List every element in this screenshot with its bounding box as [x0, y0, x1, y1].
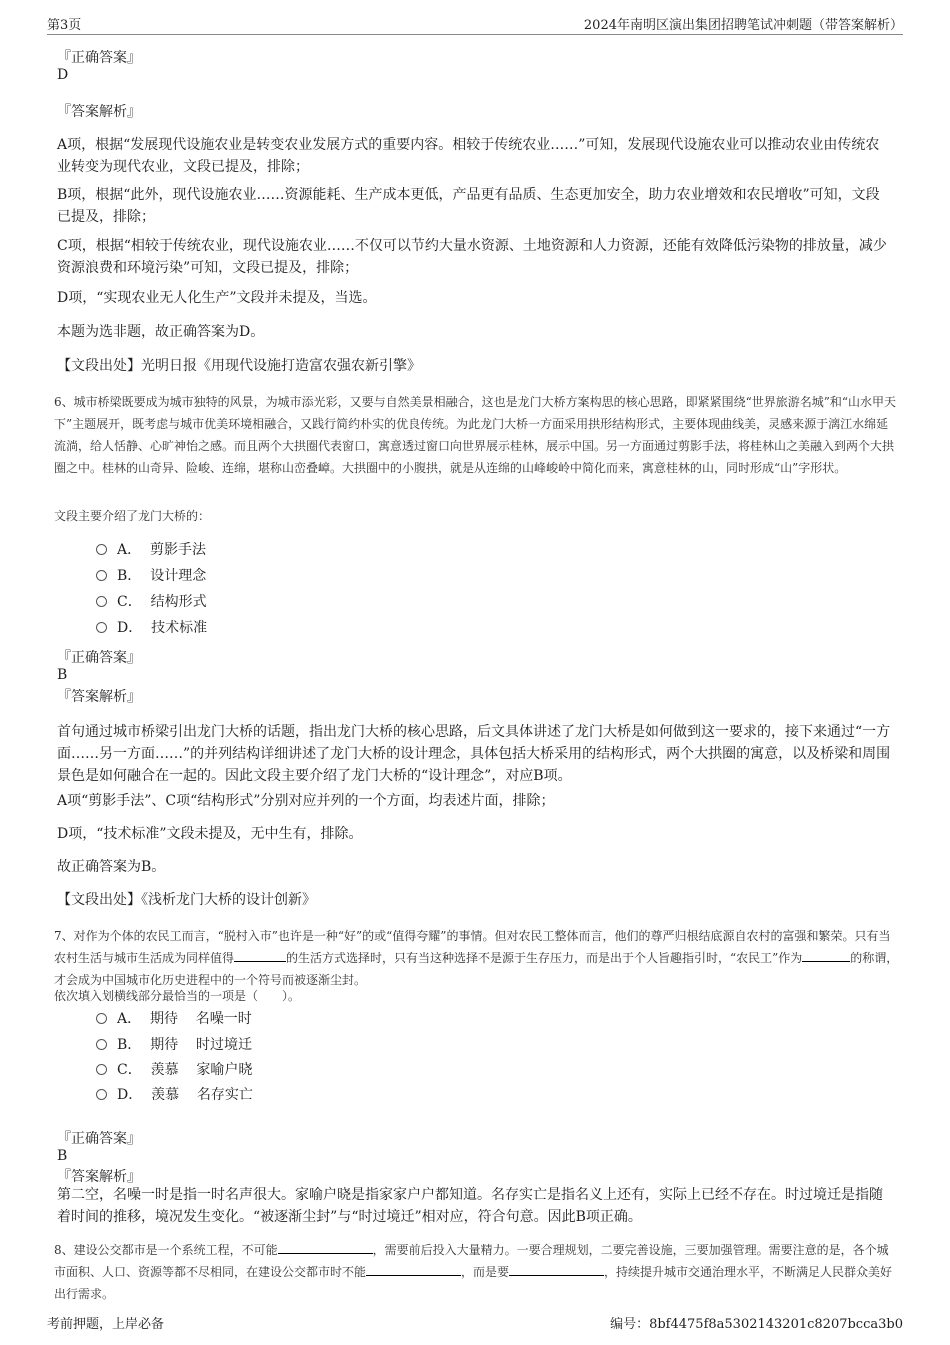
page-header: [47, 12, 903, 35]
question-stem: 6、城市桥梁既要成为城市独特的风景，为城市添光彩，又要与自然美景相融合，这也是龙门大桥方案构思的核心思路，即紧紧围绕“世界旅游名城”和“山水甲天下”主题展开，既考虑与城市优美环境相融合，又践行简约朴实的优良传统。为此龙门大桥一方面采用拱形结构形式，主要体现曲线美，灵感来源于漓江水绵延流淌，给人恬静、心旷神怡之感。而且两个大拱圈代表窗口，寓意透过窗口向世界展示桂林，展示中国。另一方面通过剪影手法，将桂林山之美融入到两个大拱圈之中。桂林的山奇异、险峻、连绵，堪称山峦叠嶂。大拱圈中的小腹拱，就是从连绵的山峰峻岭中简化而来，寓意桂林的山，同时形成“山”字形状。: [54, 395, 897, 475]
option-a[interactable]: A． 期待 名噪一时: [96, 1009, 252, 1029]
analysis-paragraph: 故正确答案为B。: [57, 859, 166, 875]
analysis-label: 『答案解析』: [57, 689, 141, 705]
analysis-label: 『答案解析』: [57, 1169, 141, 1185]
answer-value: B: [57, 667, 68, 683]
option-a[interactable]: A． 剪影手法: [96, 540, 206, 560]
analysis-paragraph: A项“剪影手法”、C项“结构形式”分别对应并列的一个方面，均表述片面，排除；: [57, 793, 555, 809]
analysis-paragraph: A项，根据“发展现代设施农业是转变农业发展方式的重要内容。相较于传统农业……”可知，发展现代设施农业可以推动农业由传统农业转变为现代农业，文段已提及，排除；: [57, 137, 880, 175]
footer-slogan: 考前押题，上岸必备: [47, 1317, 165, 1332]
option-b[interactable]: B． 设计理念: [96, 566, 206, 586]
question-stem: 7、对作为个体的农民工而言，“脱村入市”也许是一种“好”的或“值得夸耀”的事情。但对农民工整体而言，他们的尊严归根结底源自农村的富强和繁荣。只有当农村生活与城市生活成为同样值得 的生活方式选择时，只有当这种选择不是源于生存压力，而是出于个人旨趣指引时，“农民工”作为 的称谓，才会成为中国城市化历史进程中的一个符号而被逐渐尘封。: [54, 929, 899, 987]
fill-blank: [802, 947, 850, 962]
document-title: 2024年南明区演出集团招聘笔试冲刺题（带答案解析）: [583, 18, 903, 33]
option-d[interactable]: D． 技术标准: [96, 618, 207, 638]
analysis-paragraph: D项，“技术标准”文段未提及，无中生有，排除。: [57, 826, 363, 842]
analysis-paragraph: 首句通过城市桥梁引出龙门大桥的话题，指出龙门大桥的核心思路，后文具体讲述了龙门大桥是如何做到这一要求的，接下来通过“一方面……另一方面……”的并列结构详细讲述了龙门大桥的设计理念，具体包括大桥采用的结构形式，两个大拱圈的寓意，以及桥梁和周围景色是如何融合在一起的。因此文段主要介绍了龙门大桥的“设计理念”，对应B项。: [57, 724, 891, 784]
page-number: 第3页: [47, 18, 82, 33]
answer-label: 『正确答案』: [57, 650, 141, 666]
fill-blank: [509, 1261, 604, 1276]
source-citation: 【文段出处】光明日报《用现代设施打造富农强农新引擎》: [57, 358, 421, 374]
radio-icon[interactable]: [96, 1089, 107, 1100]
radio-icon[interactable]: [96, 1013, 107, 1024]
option-b[interactable]: B． 期待 时过境迁: [96, 1035, 252, 1055]
question-prompt: 依次填入划横线部分最恰当的一项是（ ）。: [54, 989, 301, 1003]
fill-blank: [234, 947, 286, 962]
question-prompt: 文段主要介绍了龙门大桥的：: [54, 509, 211, 523]
source-citation: 【文段出处】《浅析龙门大桥的设计创新》: [57, 892, 316, 908]
option-c[interactable]: C． 结构形式: [96, 592, 207, 612]
analysis-label: 『答案解析』: [57, 104, 141, 120]
radio-icon[interactable]: [96, 596, 107, 607]
question-stem: 8、建设公交都市是一个系统工程，不可能 ，需要前后投入大量精力。一要合理规划，二要完善设施，三要加强管理。需要注意的是，各个城市面积、人口、资源等都不尽相同，在建设公交都市时不能 ，而是要 ，持续提升城市交通治理水平，不断满足人民群众美好出行需求。: [54, 1239, 899, 1305]
document-id: 编号：8bf4475f8a5302143201c8207bcca3b0: [610, 1317, 903, 1332]
answer-label: 『正确答案』: [57, 1131, 141, 1147]
fill-blank: [366, 1261, 461, 1276]
analysis-paragraph: D项，“实现农业无人化生产”文段并未提及，当选。: [57, 290, 377, 306]
analysis-paragraph: 第二空，名噪一时是指一时名声很大。家喻户晓是指家家户户都知道。名存实亡是指名义上还有，实际上已经不存在。时过境迁是指随着时间的推移，境况发生变化。“被逐渐尘封”与“时过境迁”相对应，符合句意。因此B项正确。: [57, 1187, 883, 1225]
answer-label: 『正确答案』: [57, 50, 141, 66]
answer-value: B: [57, 1148, 68, 1164]
answer-value: D: [57, 67, 69, 83]
analysis-paragraph: C项，根据“相较于传统农业，现代设施农业……不仅可以节约大量水资源、土地资源和人力资源，还能有效降低污染物的排放量，减少资源浪费和环境污染”可知，文段已提及，排除；: [57, 238, 887, 276]
analysis-paragraph: B项，根据“此外，现代设施农业……资源能耗、生产成本更低，产品更有品质、生态更加安全，助力农业增效和农民增收”可知，文段已提及，排除；: [57, 187, 880, 225]
option-c[interactable]: C． 羡慕 家喻户晓: [96, 1060, 252, 1080]
option-d[interactable]: D． 羡慕 名存实亡: [96, 1085, 253, 1105]
analysis-paragraph: 本题为选非题，故正确答案为D。: [57, 324, 265, 340]
radio-icon[interactable]: [96, 622, 107, 633]
radio-icon[interactable]: [96, 570, 107, 581]
radio-icon[interactable]: [96, 544, 107, 555]
radio-icon[interactable]: [96, 1064, 107, 1075]
fill-blank: [278, 1239, 373, 1254]
radio-icon[interactable]: [96, 1039, 107, 1050]
